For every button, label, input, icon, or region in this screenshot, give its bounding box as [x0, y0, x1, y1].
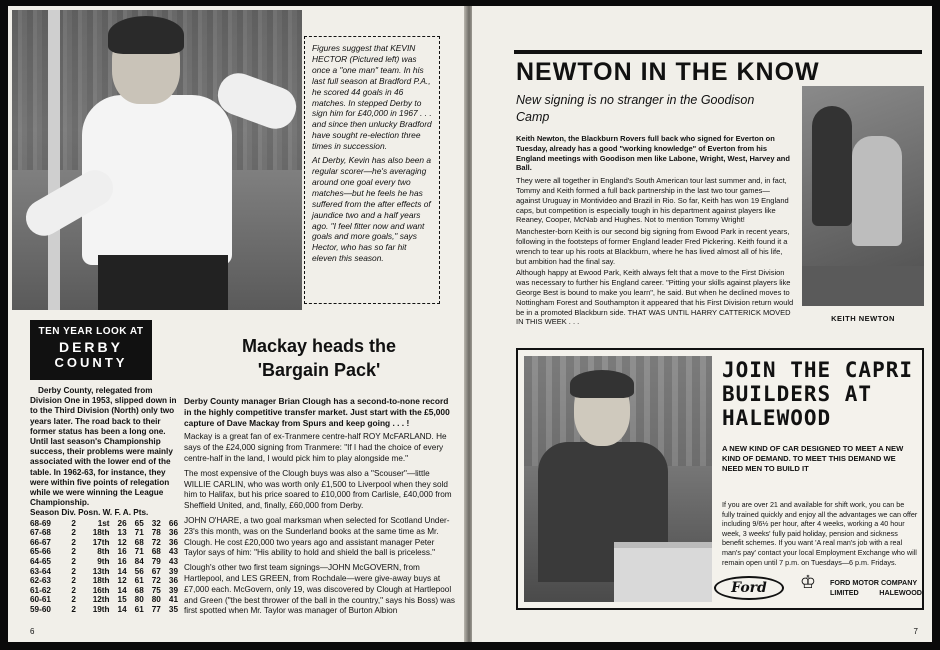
company-line1: FORD MOTOR COMPANY [830, 578, 918, 587]
mackay-para: Mackay is a great fan of ex-Tranmere centre-half ROY McFARLAND. He says of the £24,000 signing from Tranmere: "If I had the choice of every centre-half in the land, I would pick him to play alongside me." [184, 432, 447, 463]
table-cell: 2 [71, 528, 76, 538]
table-cell: 66 [168, 518, 178, 528]
table-row [30, 519, 178, 529]
table-cell: 68 [134, 585, 144, 595]
table-row [30, 595, 178, 605]
table-row [30, 547, 178, 557]
table-cell: 12 [117, 537, 127, 547]
table-cell: 13th [92, 566, 110, 576]
table-cell: 43 [168, 557, 178, 567]
table-cell: 17th [92, 537, 110, 547]
table-cell: 61 [134, 604, 144, 614]
ad-body: If you are over 21 and available for shift work, you can be fully trained quickly and enjoy all the advantages we can offer including 9/6½ per hour, after 4 weeks, working a 40 hour week, 3 weeks' fully paid holiday, pension and sickness benefit schemes. If you want 'A real man's job with a real man's pay' contact your local Employment Exchange who will remain open until 7 p.m. on Tuesdays—6 p.m. Fridays. [722, 500, 918, 567]
ford-advert [516, 348, 924, 610]
table-cell: 36 [168, 537, 178, 547]
table-header: Season Div. Posn. W. F. A. Pts. [30, 508, 149, 518]
page-number-left: 6 [30, 627, 35, 636]
table-cell: 26 [117, 518, 127, 528]
table-cell: 2 [71, 595, 76, 605]
table-cell: 2 [71, 566, 76, 576]
table-cell: 18th [92, 576, 110, 586]
table-cell: 75 [151, 585, 161, 595]
table-cell: 66-67 [30, 537, 51, 547]
hector-caption-box [304, 36, 440, 304]
table-cell: 72 [151, 537, 161, 547]
table-row [30, 557, 178, 567]
table-cell: 78 [151, 528, 161, 538]
table-cell: 56 [134, 566, 144, 576]
ad-headline: JOIN THE CAPRI BUILDERS AT HALEWOOD [722, 358, 914, 430]
hector-caption-para: At Derby, Kevin has also been a regular scorer—he's averaging around one goal every two matches—but he feels he has suffered from the after effects of jaundice two and a half years ago. "I feel fitter now and want goals and more goals," says Hector, who has so far hit eleven this season. [312, 155, 432, 264]
table-cell: 8th [97, 547, 110, 557]
table-row [30, 528, 178, 538]
table-cell: 9th [97, 557, 110, 567]
table-cell: 72 [151, 576, 161, 586]
table-cell: 12 [117, 576, 127, 586]
derby-text: Derby County, relegated from Division One in 1953, slipped down in to the Third Division (North) only two years later. The road back to their former status has been a long one. Until last season's Championship success, their problems were mainly associated with the lower end of the table. In 1962-63, for instance, they were within five points of relegation while we were winning the League Championship. [30, 386, 177, 508]
keith-newton-photo [802, 86, 924, 306]
table-cell: 80 [134, 595, 144, 605]
company-halewood: HALEWOOD [879, 588, 922, 597]
table-row [30, 586, 178, 596]
mackay-headline [184, 334, 454, 382]
ford-worker-photo [524, 356, 712, 602]
newton-para: Manchester-born Keith is our second big signing from Ewood Park in recent years, following in the footsteps of former England leader Fred Pickering. Keith found it a wrench to tear up his roots at Blackburn, where he has lived almost all of his life, but ambition had the final say. [516, 227, 790, 266]
table-cell: 36 [168, 576, 178, 586]
table-cell: 12th [92, 595, 110, 605]
page-number-right: 7 [913, 627, 918, 636]
left-page [8, 6, 466, 642]
table-cell: 61 [134, 576, 144, 586]
table-cell: 14 [117, 604, 127, 614]
hector-caption-para: Figures suggest that KEVIN HECTOR (Pictured left) was once a "one man" team. In his last full season at Bradford P.A., he scored 44 goals in 46 matches. In stepped Derby to sign him for £40,000 in 1967 . . . and since then unlucky Bradford have sought re-election three times in succession. [312, 43, 432, 152]
table-cell: 1st [97, 518, 110, 528]
table-cell: 79 [151, 557, 161, 567]
table-cell: 19th [92, 604, 110, 614]
ten-year-table [30, 519, 178, 615]
mackay-article [184, 396, 456, 621]
derby-column [30, 386, 178, 615]
table-cell: 2 [71, 547, 76, 557]
table-cell: 35 [168, 604, 178, 614]
ford-company-name [830, 578, 922, 598]
table-cell: 67-68 [30, 528, 51, 538]
table-cell: 2 [71, 576, 76, 586]
newton-para: They were all together in England's South American tour last summer and, in fact, Tommy and Keith formed a full back partnership in the last two tour games—against Uruguay in Montivideo and Brazil in Rio. So far, Keith has won 19 England caps, but competition is especially tough in his department against players like Reaney, Cooper, McNab and Hughes. Not to mention Tommy Wright! [516, 176, 789, 225]
mackay-para: JOHN O'HARE, a two goal marksman when selected for Scotland Under-23's this month, was on the Sunderland books at the same time as Mr. Clough. He cost £20,000 two years ago and assistant manager Peter Taylor says of him: "His ability to hold and shield the ball is priceless." [184, 515, 450, 558]
table-cell: 18th [92, 528, 110, 538]
table-cell: 62-63 [30, 576, 51, 586]
table-cell: 2 [71, 557, 76, 567]
newton-headline: NEWTON IN THE KNOW [516, 58, 820, 86]
ten-year-line2: DERBY [58, 339, 123, 355]
table-cell: 2 [71, 537, 76, 547]
table-row [30, 567, 178, 577]
table-row [30, 605, 178, 615]
newton-photo-caption: KEITH NEWTON [831, 314, 895, 323]
table-cell: 84 [134, 557, 144, 567]
table-cell: 71 [134, 547, 144, 557]
table-row [30, 576, 178, 586]
table-cell: 68-69 [30, 518, 51, 528]
table-cell: 60-61 [30, 595, 51, 605]
ad-subhead: A NEW KIND OF CAR DESIGNED TO MEET A NEW KIND OF DEMAND. TO MEET THIS DEMAND WE NEED MEN TO BUILD IT [722, 444, 904, 473]
table-cell: 14 [117, 566, 127, 576]
ford-logo: Ford [714, 576, 784, 600]
mackay-para: The most expensive of the Clough buys was also a "Scouser"—little WILLIE CARLIN, who was worth only £1,500 to Liverpool when they sold him to Halifax, but his price soared to £10,000 from Carlisle, £40,000 from Sheffield United, and, finally, £60,000 from Derby. [184, 468, 452, 511]
kevin-hector-photo [12, 10, 302, 310]
programme-spread [8, 6, 932, 642]
headline-rule [514, 50, 922, 54]
table-cell: 16 [117, 557, 127, 567]
table-cell: 36 [168, 528, 178, 538]
mackay-title-line1: Mackay heads the [241, 336, 397, 356]
table-row [30, 538, 178, 548]
table-cell: 43 [168, 547, 178, 557]
mackay-title-line2: 'Bargain Pack' [257, 360, 381, 380]
table-cell: 15 [117, 595, 127, 605]
newton-subhead: New signing is no stranger in the Goodison Camp [516, 93, 755, 124]
table-cell: 16th [92, 585, 110, 595]
company-limited: LIMITED [830, 588, 859, 597]
table-cell: 65 [134, 518, 144, 528]
mackay-para: Clough's other two first team signings—JOHN McGOVERN, from Hartlepool, and LES GREEN, from Rochdale—were give-away buys at £7,000 each. McGovern, only 19, was discovered by Clough at Hartlepool and Green ("the best thrower of the ball in the country," says his Boss) was first spotted when Mr. Taylor was manager of Burton Albion [184, 563, 455, 616]
table-cell: 63-64 [30, 566, 51, 576]
table-cell: 68 [134, 537, 144, 547]
table-cell: 13 [117, 528, 127, 538]
table-cell: 2 [71, 585, 76, 595]
newton-lead: Keith Newton, the Blackburn Rovers full back who signed for Everton on Tuesday, already has a good "working knowledge" of Everton from his England meetings with Goodison men like Labone, Wright, West, Harvey and Ball. [516, 134, 790, 173]
table-cell: 65-66 [30, 547, 51, 557]
table-cell: 16 [117, 547, 127, 557]
table-cell: 71 [134, 528, 144, 538]
table-cell: 39 [168, 566, 178, 576]
ten-year-banner [30, 320, 152, 380]
table-cell: 39 [168, 585, 178, 595]
newton-article [516, 134, 794, 329]
ten-year-line3: COUNTY [54, 355, 128, 370]
table-cell: 32 [151, 518, 161, 528]
table-cell: 77 [151, 604, 161, 614]
table-cell: 41 [168, 595, 178, 605]
right-page [472, 6, 932, 642]
table-cell: 14 [117, 585, 127, 595]
table-cell: 2 [71, 604, 76, 614]
ten-year-line1: TEN YEAR LOOK AT [38, 326, 144, 337]
table-cell: 67 [151, 566, 161, 576]
table-cell: 68 [151, 547, 161, 557]
mackay-lead: Derby County manager Brian Clough has a second-to-none record in the highly competitive transfer market. Just start with the £5,000 capture of Dave Mackay from Spurs and keep going . . . ! [184, 396, 450, 428]
table-cell: 80 [151, 595, 161, 605]
newton-para: Although happy at Ewood Park, Keith always felt that a move to the First Division was necessary to further his England career. "Pitting your skills against players like George Best is bound to make you learn", he said. But when he declined moves to Nottingham Forest and Southampton it appeared that his First Division return would be in a promoted Blackburn side. THAT WAS UNTIL HARRY CATTERICK MOVED IN THIS WEEK . . . [516, 268, 794, 327]
table-cell: 59-60 [30, 604, 51, 614]
table-cell: 64-65 [30, 557, 51, 567]
table-cell: 61-62 [30, 585, 51, 595]
table-cell: 2 [71, 518, 76, 528]
crest-icon: ♔ [799, 572, 817, 592]
